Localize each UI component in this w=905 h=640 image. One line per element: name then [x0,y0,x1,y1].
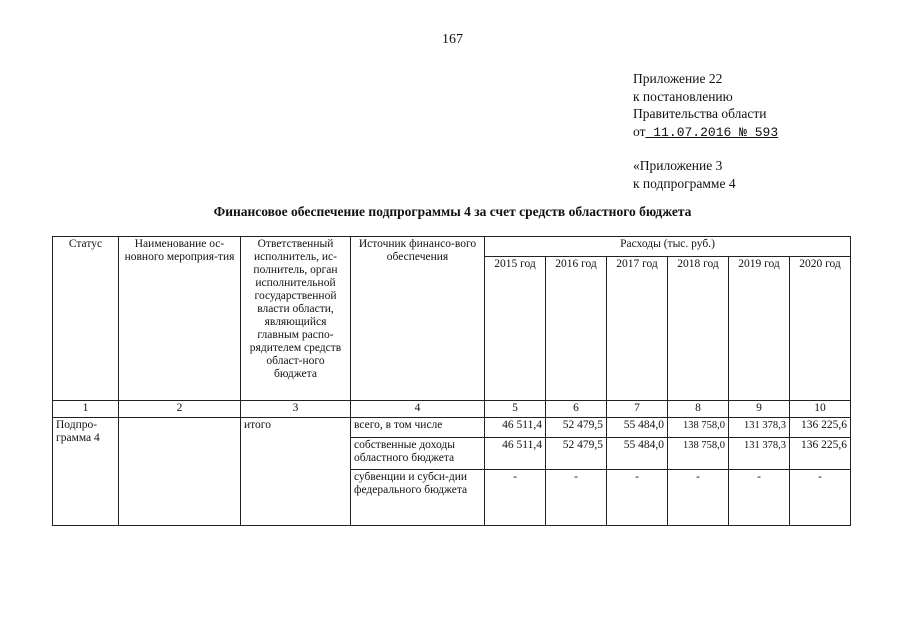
value-cell: - [607,470,668,526]
table-row [53,418,851,438]
header-year: 2016 год [546,257,607,401]
value-cell: 138 758,0 [668,438,729,470]
page-number: 167 [442,32,463,47]
column-number: 1 [53,401,119,418]
column-number-row [53,401,851,418]
header-source: Источник финансо-вого обеспечения [351,237,485,401]
source-cell: субвенции и субси-дии федерального бюджета [351,470,485,526]
column-number: 4 [351,401,485,418]
value-cell: 55 484,0 [607,438,668,470]
value-cell: 46 511,4 [485,438,546,470]
appendix-date: 11.07.2016 № 593 [653,124,779,140]
header-executor: Ответственный исполнитель, ис-полнитель, орган исполнительной государственной власти области, являющийся главным распо-рядителем средств област-ного бюджета [241,237,351,401]
header-year: 2020 год [790,257,851,401]
value-cell: 131 378,3 [729,438,790,470]
executor-cell: итого [241,418,351,526]
value-cell: - [790,470,851,526]
header-expenses: Расходы (тыс. руб.) [485,237,851,257]
value-cell: 138 758,0 [668,418,729,438]
column-number: 9 [729,401,790,418]
column-number: 5 [485,401,546,418]
column-number: 6 [546,401,607,418]
value-cell: 46 511,4 [485,418,546,438]
source-cell: всего, в том числе [351,418,485,438]
name-cell [119,418,241,526]
header-year: 2017 год [607,257,668,401]
column-number: 8 [668,401,729,418]
header-name: Наименование ос-новного мероприя-тия [119,237,241,401]
value-cell: 52 479,5 [546,418,607,438]
value-cell: 136 225,6 [790,438,851,470]
column-number: 3 [241,401,351,418]
appendix-line-1: Приложение 22 [633,71,723,86]
header-year: 2018 год [668,257,729,401]
source-cell: собственные доходы областного бюджета [351,438,485,470]
column-number: 2 [119,401,241,418]
column-number: 10 [790,401,851,418]
status-cell: Подпро-грамма 4 [53,418,119,526]
value-cell: 55 484,0 [607,418,668,438]
value-cell: 136 225,6 [790,418,851,438]
document-title: Финансовое обеспечение подпрограммы 4 за счет средств областного бюджета [213,204,692,219]
value-cell: - [485,470,546,526]
value-cell: - [546,470,607,526]
header-status: Статус [53,237,119,401]
appendix-line-3: Правительства области [633,106,767,121]
appendix-header [633,70,778,141]
appendix-reference [633,157,736,192]
value-cell: - [729,470,790,526]
date-prefix: от [633,123,646,139]
header-year: 2019 год [729,257,790,401]
appendix-line-2: к постановлению [633,88,733,104]
appendix-ref-line-1: «Приложение 3 [633,158,723,173]
header-year: 2015 год [485,257,546,401]
value-cell: 52 479,5 [546,438,607,470]
column-number: 7 [607,401,668,418]
appendix-ref-line-2: к подпрограмме 4 [633,175,736,191]
appendix-date-line [633,123,778,142]
financing-table [52,236,851,526]
value-cell: - [668,470,729,526]
value-cell: 131 378,3 [729,418,790,438]
